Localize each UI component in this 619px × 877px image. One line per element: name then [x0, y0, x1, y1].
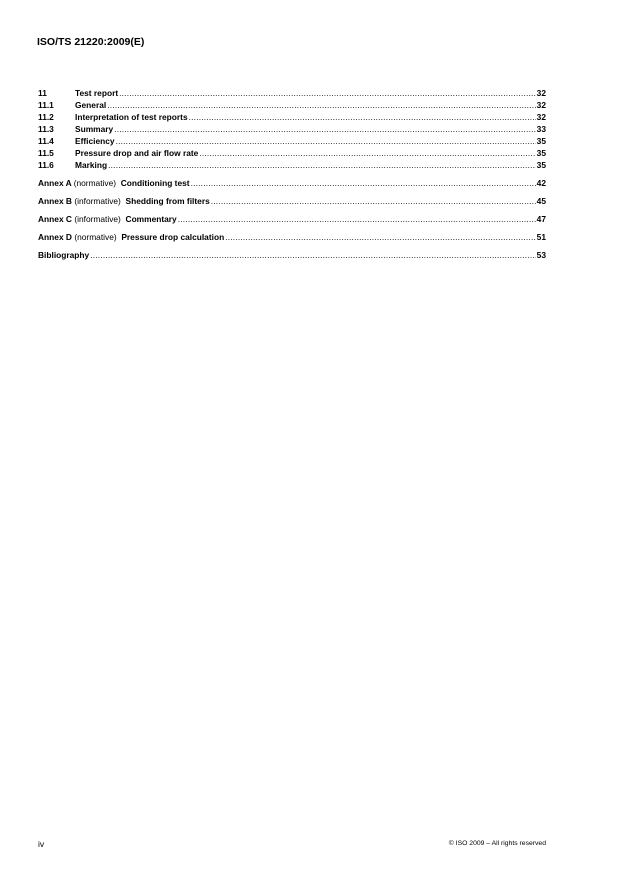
- toc-entry-11-4[interactable]: [38, 135, 546, 147]
- toc-entry-number: 11.1: [38, 100, 54, 110]
- toc-annex-heading: [38, 231, 224, 243]
- toc-leader-dots: [191, 177, 536, 189]
- toc-entry-title: Summary: [75, 124, 114, 134]
- toc-entry-annex-b[interactable]: [38, 195, 546, 207]
- toc-leader-dots: [178, 213, 536, 225]
- toc-entry-number: 11.2: [38, 112, 54, 122]
- toc-entry-title: Commentary: [125, 214, 177, 224]
- toc-annex-type: (normative): [73, 178, 117, 188]
- toc-annex-label: Annex A: [38, 178, 72, 188]
- toc-leader-dots: [116, 135, 536, 147]
- toc-leader-dots: [225, 231, 535, 243]
- toc-annex-heading: [38, 195, 210, 207]
- toc-entry-number: 11: [38, 88, 47, 98]
- toc-entry-annex-d[interactable]: [38, 231, 546, 243]
- table-of-contents: [38, 87, 546, 261]
- toc-annex-type: (informative): [74, 214, 121, 224]
- toc-annex-label: Annex B: [38, 196, 72, 206]
- toc-entry-annex-c[interactable]: [38, 213, 546, 225]
- toc-entry-title: Pressure drop calculation: [121, 232, 225, 242]
- toc-entry-page: 45: [536, 196, 546, 206]
- toc-entry-page: 33: [536, 124, 546, 134]
- toc-leader-dots: [107, 99, 535, 111]
- toc-entry-page: 32: [536, 88, 546, 98]
- toc-entry-title: Bibliography: [38, 250, 90, 260]
- toc-entry-title: Marking: [75, 160, 108, 170]
- toc-annex-type: (informative): [74, 196, 121, 206]
- toc-entry-page: 35: [536, 148, 546, 158]
- toc-leader-dots: [114, 123, 536, 135]
- toc-entry-11[interactable]: [38, 87, 546, 99]
- toc-entry-title: Pressure drop and air flow rate: [75, 148, 199, 158]
- toc-entry-11-6[interactable]: [38, 159, 546, 171]
- toc-entry-page: 53: [536, 250, 546, 260]
- toc-entry-title: Interpretation of test reports: [75, 112, 188, 122]
- page-number: iv: [38, 839, 45, 849]
- toc-entry-title: General: [75, 100, 107, 110]
- toc-annex-heading: [38, 213, 177, 225]
- toc-leader-dots: [90, 249, 535, 261]
- toc-entry-11-1[interactable]: [38, 99, 546, 111]
- toc-entry-number: 11.5: [38, 148, 54, 158]
- toc-entry-page: 47: [536, 214, 546, 224]
- toc-entry-number: 11.4: [38, 136, 54, 146]
- toc-entry-page: 32: [536, 112, 546, 122]
- toc-entry-title: Conditioning test: [120, 178, 190, 188]
- toc-annex-type: (normative): [74, 232, 117, 242]
- toc-entry-title: Test report: [75, 88, 119, 98]
- toc-entry-title: Shedding from filters: [125, 196, 210, 206]
- toc-leader-dots: [199, 147, 535, 159]
- toc-leader-dots: [119, 87, 536, 99]
- toc-entry-page: 42: [536, 178, 546, 188]
- toc-entry-page: 51: [536, 232, 546, 242]
- toc-entry-page: 32: [536, 100, 546, 110]
- toc-entry-11-5[interactable]: [38, 147, 546, 159]
- toc-entry-title: Efficiency: [75, 136, 115, 146]
- toc-leader-dots: [211, 195, 536, 207]
- toc-leader-dots: [189, 111, 536, 123]
- document-id-header: ISO/TS 21220:2009(E): [37, 36, 145, 48]
- copyright-notice: © ISO 2009 – All rights reserved: [448, 840, 546, 847]
- toc-entry-annex-a[interactable]: [38, 177, 546, 189]
- toc-annex-heading: [38, 177, 190, 189]
- toc-entry-bibliography[interactable]: [38, 249, 546, 261]
- toc-annex-label: Annex C: [38, 214, 72, 224]
- toc-entry-number: 11.6: [38, 160, 54, 170]
- toc-entry-page: 35: [536, 136, 546, 146]
- toc-entry-11-2[interactable]: [38, 111, 546, 123]
- toc-leader-dots: [108, 159, 536, 171]
- toc-entry-page: 35: [536, 160, 546, 170]
- toc-annex-label: Annex D: [38, 232, 72, 242]
- toc-entry-number: 11.3: [38, 124, 54, 134]
- toc-entry-11-3[interactable]: [38, 123, 546, 135]
